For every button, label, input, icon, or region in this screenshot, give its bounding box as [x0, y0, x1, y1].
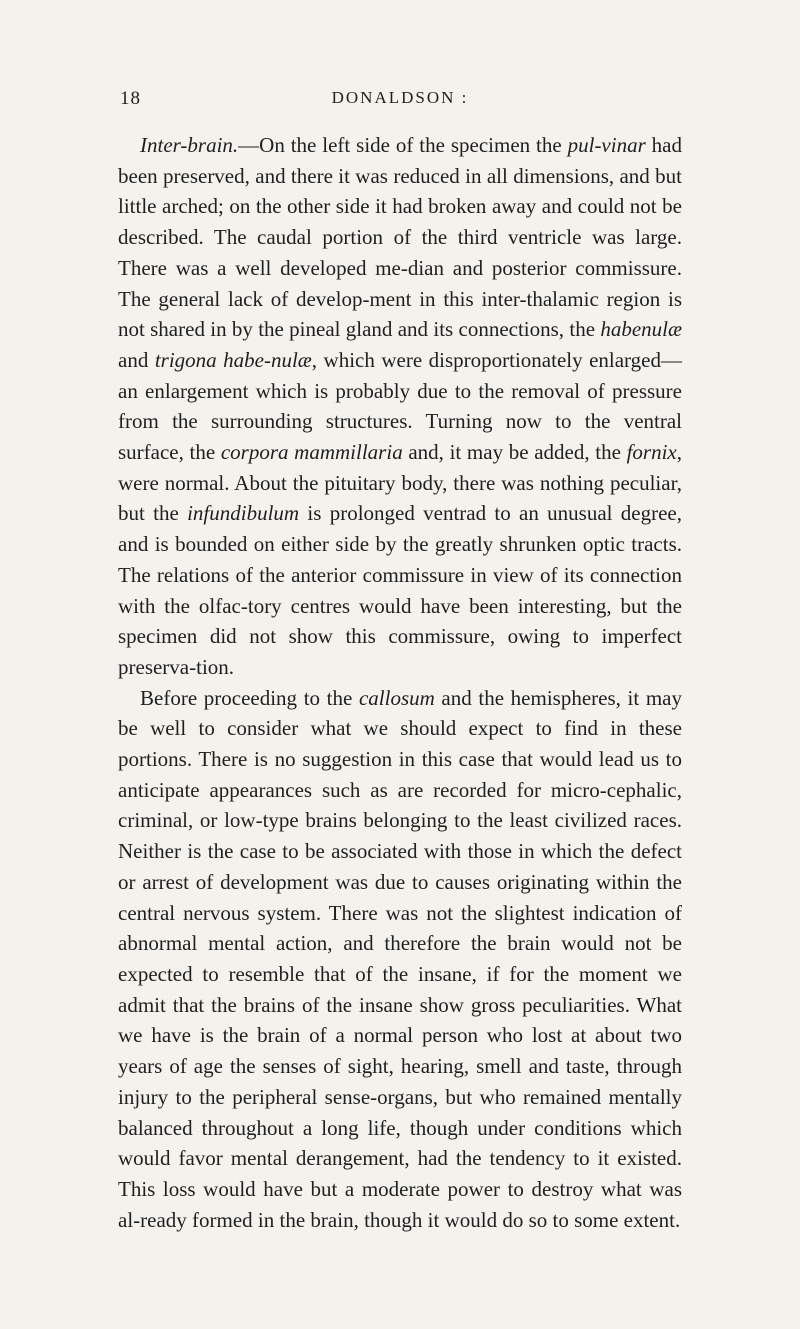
italic-term: habenulæ — [600, 317, 682, 342]
running-head-title: DONALDSON : — [331, 88, 469, 107]
text-run: , were normal. About the pituitary body, there was nothing peculiar, but the — [118, 440, 683, 526]
text-run: is prolonged ventrad to an unusual degree, and is bounded on either side by the greatly shrunken optic tracts. The relations of the anterior commissure in view of its connection with the olfac-tory centres would have been interesting, but the specimen did not show this commissure, owing to imperfect preserva-tion. — [118, 501, 682, 679]
italic-term: callosum — [358, 685, 435, 710]
text-run: and — [118, 347, 155, 372]
italic-term: fornix — [626, 440, 677, 465]
paragraph-before-proceeding — [118, 683, 682, 1236]
italic-term: trigona habe-nulæ — [154, 347, 312, 372]
text-run: —On the left side of the specimen the — [238, 133, 568, 157]
text-run: Before proceeding to the — [140, 685, 359, 710]
text-run: , which were disproportionately enlarged—an enlargement which is probably due to the removal of pressure from the surrounding structures. Turning now to the ventral surface, the — [118, 347, 682, 465]
paragraph-inter-brain — [118, 130, 682, 683]
italic-term: Inter-brain. — [140, 133, 239, 157]
running-head — [120, 88, 680, 114]
italic-term: infundibulum — [187, 501, 300, 526]
page-number: 18 — [120, 88, 141, 109]
italic-term: corpora mammillaria — [220, 440, 403, 465]
text-run: had been preserved, and there it was reduced in all dimensions, and but little arched; on the other side it had broken away and could not be described. The caudal portion of the third ventricle was large. There was a well developed me-dian and posterior commissure. The general lack of develop-ment in this inter-thalamic region is not shared in by the pineal gland and its connections, the — [118, 133, 682, 342]
text-run: and the hemispheres, it may be well to consider what we should expect to find in these portions. There is no suggestion in this case that would lead us to anticipate appearances such as are recorded for micro-cephalic, criminal, or low-type brains belonging to the least civilized races. Neither is the case to be associated with those in which the defect or arrest of development was due to causes originating within the central nervous system. There was not the slightest indication of abnormal mental action, and therefore the brain would not be expected to resemble that of the insane, if for the moment we admit that the brains of the insane show gross peculiarities. What we have is the brain of a normal person who lost at about two years of age the senses of sight, hearing, smell and taste, through injury to the peripheral sense-organs, but who remained mentally balanced throughout a long life, though under conditions which would favor mental derangement, had the tendency to it existed. This loss would have but a moderate power to destroy what was al-ready formed in the brain, though it would do so to some extent. — [118, 685, 682, 1232]
text-run: and, it may be added, the — [402, 440, 627, 465]
italic-term: pul-vinar — [567, 133, 646, 157]
body-text — [118, 130, 682, 1235]
